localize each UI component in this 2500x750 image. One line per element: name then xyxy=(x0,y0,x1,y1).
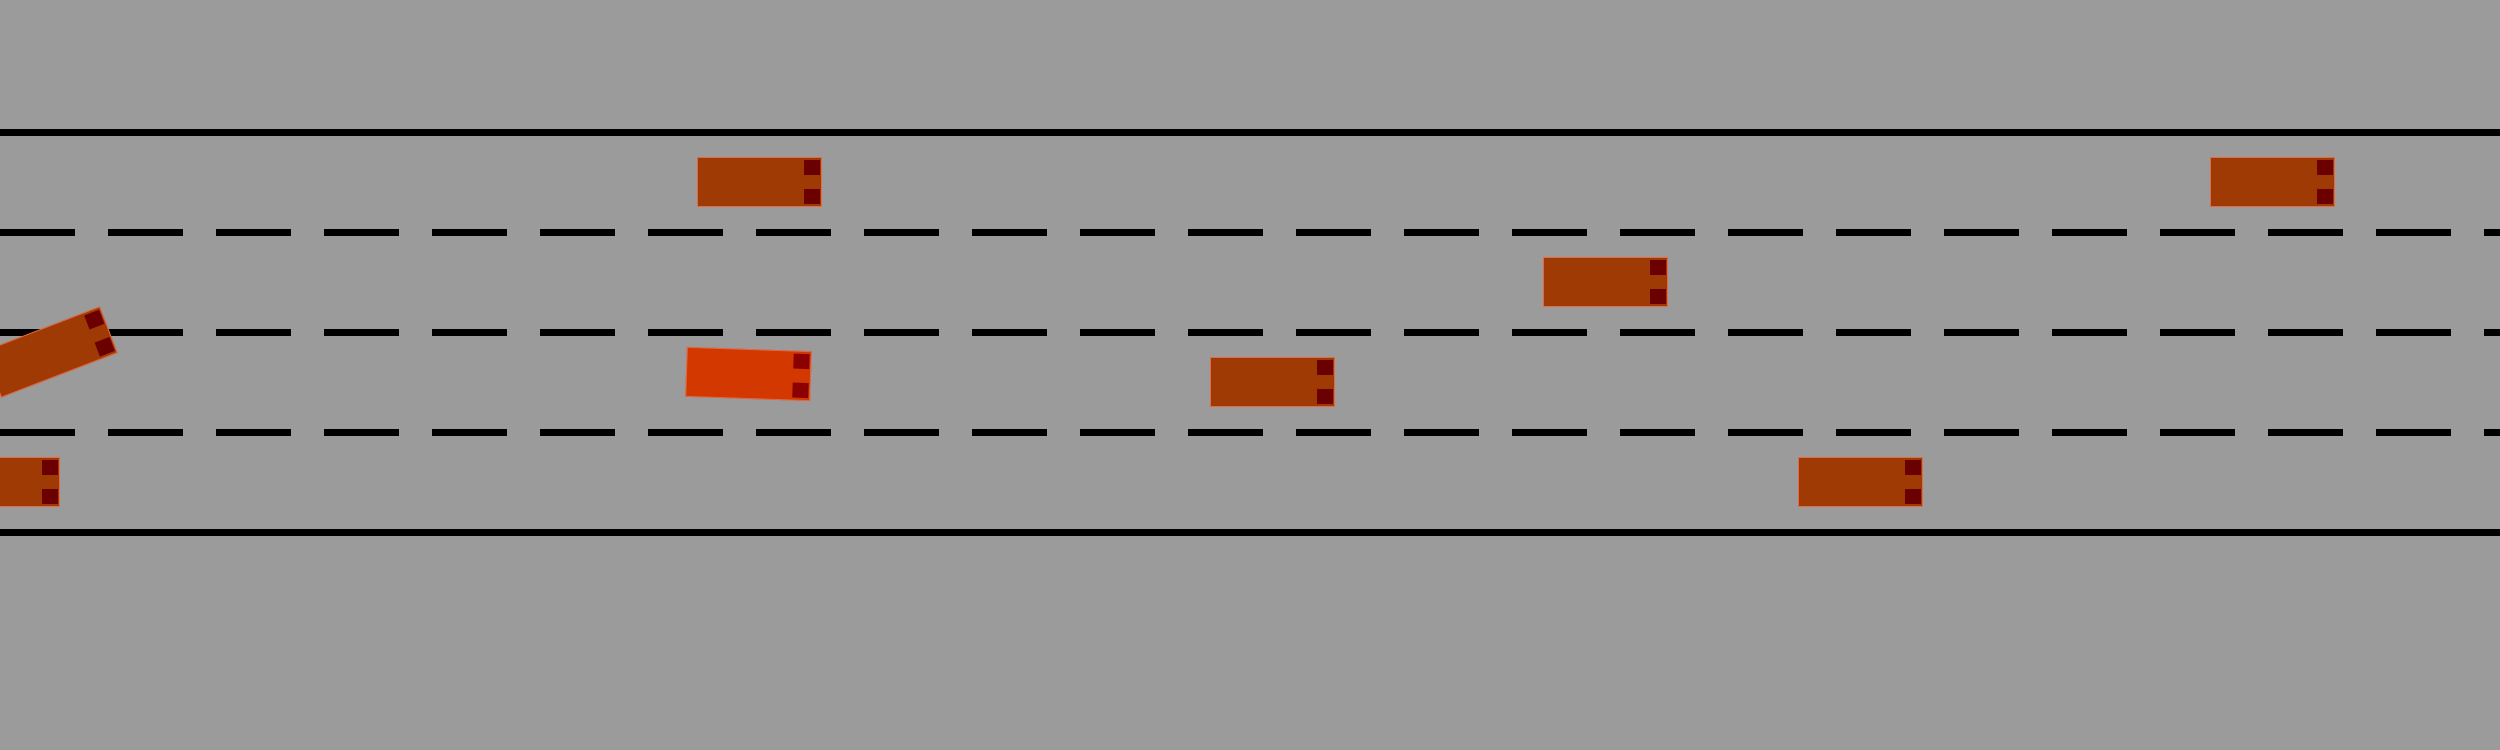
road-edge-bottom xyxy=(0,529,2500,536)
tail-light-icon xyxy=(804,160,820,175)
tail-light-icon xyxy=(1317,360,1333,375)
tail-light-icon xyxy=(1905,460,1921,475)
vehicle-lane0-b xyxy=(2210,157,2335,207)
road-edge-top xyxy=(0,129,2500,136)
ego-vehicle xyxy=(685,347,812,401)
tail-light-icon xyxy=(42,489,58,504)
tail-light-icon xyxy=(1650,289,1666,304)
lane-divider-2 xyxy=(0,329,2500,336)
tail-light-icon xyxy=(95,337,115,357)
vehicle-lane-changing xyxy=(0,306,118,397)
vehicle-lane1 xyxy=(1543,257,1668,307)
tail-light-icon xyxy=(1905,489,1921,504)
vehicle-lane0-a xyxy=(697,157,822,207)
tail-light-icon xyxy=(1650,260,1666,275)
vehicle-lane3-b xyxy=(0,457,60,507)
vehicle-lane2-a xyxy=(1210,357,1335,407)
tail-light-icon xyxy=(2317,160,2333,175)
tail-light-icon xyxy=(84,310,104,330)
tail-light-icon xyxy=(2317,189,2333,204)
vehicle-lane3-a xyxy=(1798,457,1923,507)
tail-light-icon xyxy=(793,354,810,370)
lane-divider-1 xyxy=(0,229,2500,236)
tail-light-icon xyxy=(792,383,809,399)
tail-light-icon xyxy=(804,189,820,204)
tail-light-icon xyxy=(1317,389,1333,404)
tail-light-icon xyxy=(42,460,58,475)
lane-divider-3 xyxy=(0,429,2500,436)
